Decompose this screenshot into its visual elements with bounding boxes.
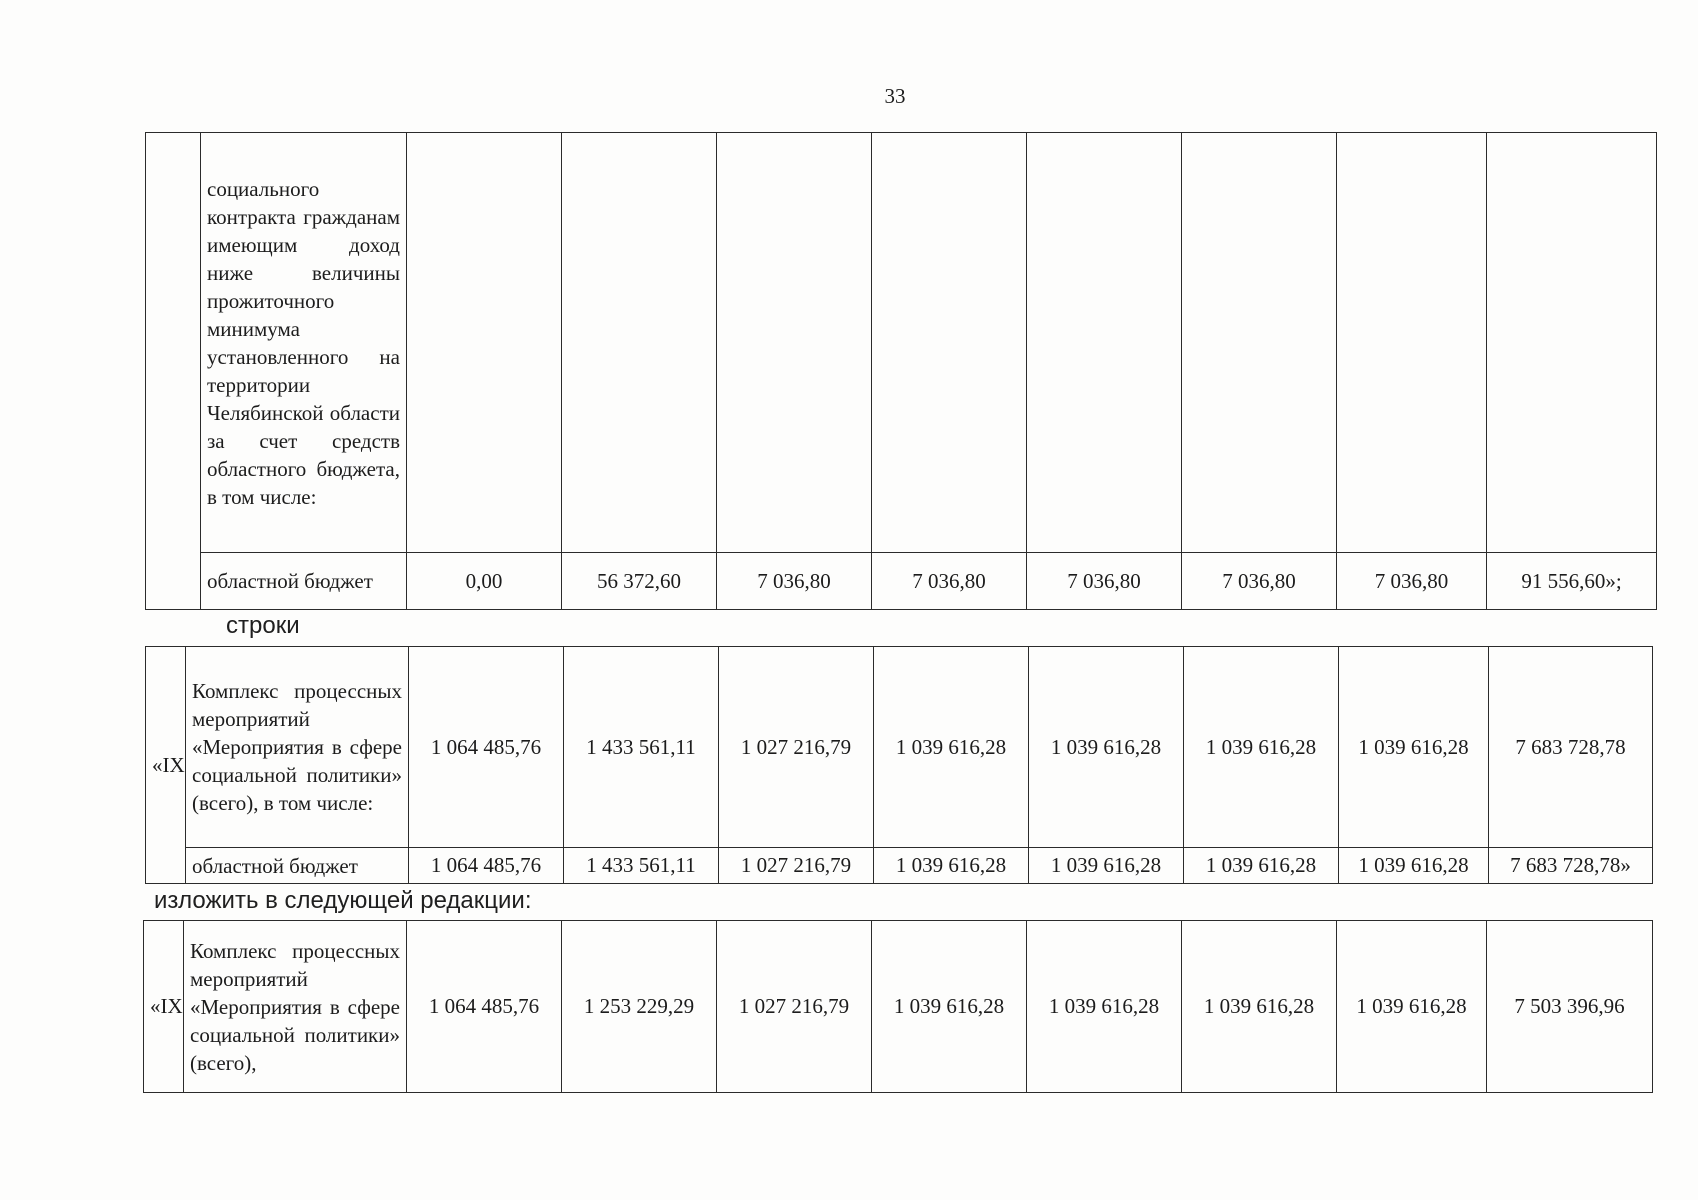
value-cell: 1 039 616,28 [1337, 921, 1487, 1093]
code-cell: «IX [146, 647, 186, 884]
value-cell: 7 036,80 [717, 553, 872, 610]
code-cell [146, 133, 201, 610]
subrow-label: областной бюджет [186, 848, 409, 884]
value-cell: 1 039 616,28 [1182, 921, 1337, 1093]
value-cell: 7 036,80 [1182, 553, 1337, 610]
value-cell: 1 039 616,28 [1029, 647, 1184, 848]
value-cell: 1 027 216,79 [719, 848, 874, 884]
value-cell: 7 036,80 [1027, 553, 1182, 610]
value-cell: 7 036,80 [872, 553, 1027, 610]
value-cell: 1 039 616,28 [1339, 647, 1489, 848]
value-cell: 1 039 616,28 [872, 921, 1027, 1093]
value-cell: 1 039 616,28 [1184, 647, 1339, 848]
label-stroki: строки [226, 612, 300, 639]
table-old-rows [145, 646, 1653, 884]
subrow-label: областной бюджет [201, 553, 407, 610]
table-row [146, 848, 1653, 884]
description-cell: Комплекс процессных мероприятий «Мероприятия в сфере социальной политики» (всего), в том числе: [186, 647, 409, 848]
value-cell: 1 039 616,28 [1184, 848, 1339, 884]
table-new-edition [143, 920, 1653, 1093]
table-row [146, 133, 1657, 553]
table-row [146, 553, 1657, 610]
value-cell: 1 039 616,28 [1029, 848, 1184, 884]
total-cell: 7 683 728,78» [1489, 848, 1653, 884]
value-cell: 1 253 229,29 [562, 921, 717, 1093]
description-cell: социального контракта гражданам имеющим доход ниже величины прожиточного минимума установленного на территории Челябинской области за счет средств областного бюджета, в том числе: [201, 133, 407, 553]
value-cell: 1 039 616,28 [874, 848, 1029, 884]
table-continuation [145, 132, 1657, 610]
value-cell: 1 039 616,28 [1027, 921, 1182, 1093]
value-cell: 1 064 485,76 [409, 647, 564, 848]
value-cell: 1 064 485,76 [409, 848, 564, 884]
value-cell: 56 372,60 [562, 553, 717, 610]
value-cell: 1 433 561,11 [564, 647, 719, 848]
value-cell: 1 027 216,79 [717, 921, 872, 1093]
value-cell: 1 433 561,11 [564, 848, 719, 884]
page-number: 33 [884, 84, 906, 108]
table-row [144, 921, 1653, 1093]
value-cell: 1 064 485,76 [407, 921, 562, 1093]
table-row [146, 647, 1653, 848]
total-cell: 91 556,60»; [1487, 553, 1657, 610]
value-cell: 7 036,80 [1337, 553, 1487, 610]
value-cell: 1 039 616,28 [1339, 848, 1489, 884]
value-cell: 1 039 616,28 [874, 647, 1029, 848]
code-cell: «IX [144, 921, 184, 1093]
total-cell: 7 683 728,78 [1489, 647, 1653, 848]
value-cell: 1 027 216,79 [719, 647, 874, 848]
value-cell: 0,00 [407, 553, 562, 610]
total-cell: 7 503 396,96 [1487, 921, 1653, 1093]
description-cell: Комплекс процессных мероприятий «Мероприятия в сфере социальной политики» (всего), [184, 921, 407, 1093]
label-redaction: изложить в следующей редакции: [154, 887, 532, 914]
